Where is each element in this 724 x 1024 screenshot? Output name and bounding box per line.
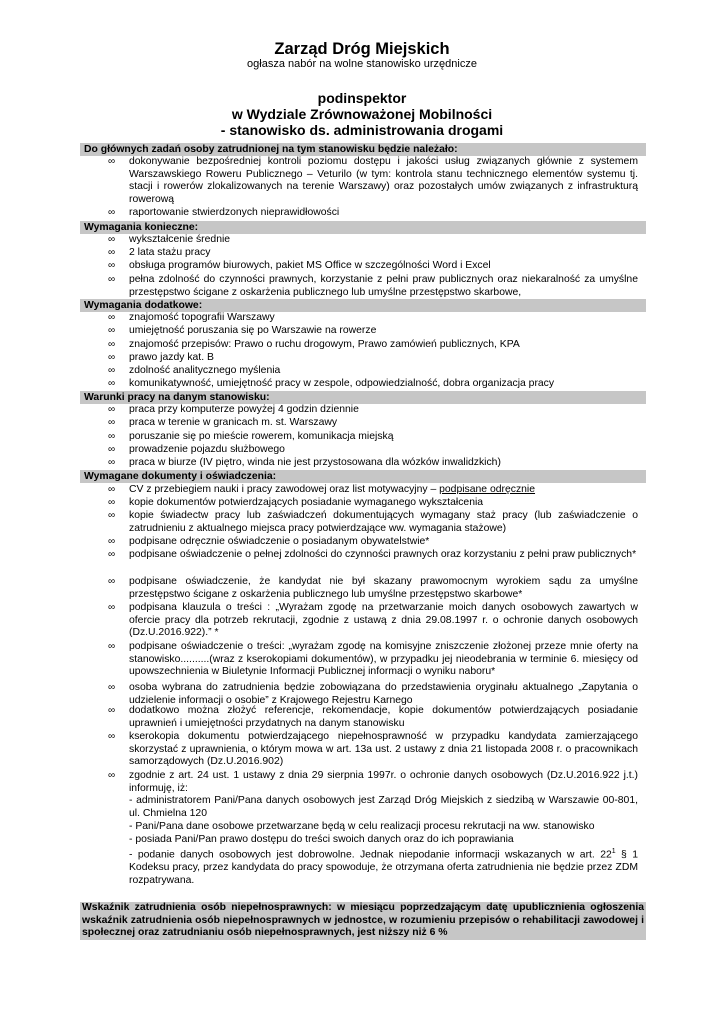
infinity-bullet-icon: ∞ — [108, 497, 116, 508]
infinity-bullet-icon: ∞ — [108, 156, 116, 167]
section-heading-required: Wymagania konieczne: — [80, 221, 646, 234]
infinity-bullet-icon: ∞ — [108, 247, 116, 258]
infinity-bullet-icon: ∞ — [108, 602, 116, 613]
section-heading-main-duties: Do głównych zadań osoby zatrudnionej na tym stanowisku będzie należało: — [80, 143, 646, 156]
infinity-bullet-icon: ∞ — [108, 510, 116, 521]
list-item: ∞ 2 lata stażu pracy — [108, 247, 211, 258]
infinity-bullet-icon: ∞ — [108, 682, 116, 693]
infinity-bullet-icon: ∞ — [108, 325, 116, 336]
infinity-bullet-icon: ∞ — [108, 234, 116, 245]
infinity-bullet-icon: ∞ — [108, 431, 116, 442]
infinity-bullet-icon: ∞ — [108, 705, 116, 716]
list-item: ∞ podpisane oświadczenie o pełnej zdolności do czynności prawnych oraz korzystaniu z pełni praw publicznych* — [108, 549, 637, 560]
infinity-bullet-icon: ∞ — [108, 274, 116, 285]
department-title: w Wydziale Zrównoważonej Mobilności — [231, 106, 493, 122]
infinity-bullet-icon: ∞ — [108, 770, 116, 781]
list-item: ∞ osoba wybrana do zatrudnienia będzie zobowiązana do przedstawienia oryginału aktualnego „Zapytania o udzielenie informacji o osobie” z Krajowego Rejestru Karnego — [108, 682, 638, 706]
section-heading-documents: Wymagane dokumenty i oświadczenia: — [80, 470, 646, 483]
list-item: ∞ dokonywanie bezpośredniej kontroli poziomu dostępu i jakości usług związanych głównie z systemem Warszawskiego Roweru Publicznego – Veturilo (w tym: kontrola stanu technicznego elementów systemu tj. stacji i rowerów zlokalizowanych na terenie Warszawy) oraz pozostałych umów związanych z infrastrukturą rowerową — [108, 156, 638, 206]
infinity-bullet-icon: ∞ — [108, 404, 116, 415]
section-heading-additional: Wymagania dodatkowe: — [80, 299, 646, 312]
list-item: ∞ kopie świadectw pracy lub zaświadczeń dokumentujących wymagany staż pracy (lub zaświadczenie o zatrudnieniu z aktualnego miejsca pracy potwierdzające ww. wymagania stażowe) — [108, 510, 638, 534]
infinity-bullet-icon: ∞ — [108, 417, 116, 428]
underlined-handwritten-note: podpisane odręcznie — [439, 484, 536, 495]
disability-employment-notice: Wskaźnik zatrudnienia osób niepełnosprawnych: w miesiącu poprzedzającym datę upublicznienia ogłoszenia wskaźnik zatrudnienia osób niepełnosprawnych w jednostce, w rozumieniu przepisów o rehabilitacji zawodowej i społecznej oraz zatrudnianiu osób niepełnosprawnych, jest niższy niż 6 % — [82, 902, 644, 939]
list-item: ∞ kopie dokumentów potwierdzających posiadanie wymaganego wykształcenia — [108, 497, 484, 508]
list-item: ∞ praca przy komputerze powyżej 4 godzin dziennie — [108, 404, 359, 415]
infinity-bullet-icon: ∞ — [108, 378, 116, 389]
list-item: ∞ praca w biurze (IV piętro, winda nie jest przystosowana dla wózków inwalidzkich) — [108, 457, 501, 468]
infinity-bullet-icon: ∞ — [108, 207, 116, 218]
infinity-bullet-icon: ∞ — [108, 484, 116, 495]
list-item: ∞ umiejętność poruszania się po Warszawie na rowerze — [108, 325, 377, 336]
list-item: ∞ podpisane odręcznie oświadczenie o posiadanym obywatelstwie* — [108, 536, 430, 547]
list-item: ∞ prawo jazdy kat. B — [108, 352, 214, 363]
organization-name: Zarząd Dróg Miejskich — [274, 40, 450, 58]
infinity-bullet-icon: ∞ — [108, 457, 116, 468]
infinity-bullet-icon: ∞ — [108, 536, 116, 547]
list-item: ∞ znajomość przepisów: Prawo o ruchu drogowym, Prawo zamówień publicznych, KPA — [108, 339, 520, 350]
infinity-bullet-icon: ∞ — [108, 549, 116, 560]
list-item: ∞ komunikatywność, umiejętność pracy w zespole, odpowiedzialność, dobra organizacja pracy — [108, 378, 555, 389]
list-item: ∞ pełna zdolność do czynności prawnych, korzystanie z pełni praw publicznych oraz niekaralność za umyślne przestępstwo ścigane z oskarżenia publicznego lub umyślne przestępstwo skarbowe, — [108, 274, 638, 298]
list-item: ∞ poruszanie się po mieście rowerem, komunikacja miejską — [108, 431, 394, 442]
list-item: ∞ wykształcenie średnie — [108, 234, 231, 245]
infinity-bullet-icon: ∞ — [108, 260, 116, 271]
position-scope: - stanowisko ds. administrowania drogami — [220, 122, 504, 138]
infinity-bullet-icon: ∞ — [108, 444, 116, 455]
position-title: podinspektor — [317, 90, 407, 106]
list-item: ∞ podpisana klauzula o treści : „Wyrażam zgodę na przetwarzanie moich danych osobowych zawartych w ofercie pracy dla potrzeb rekrutacji, zgodnie z ustawą z dnia 29.08.1997 r. o ochronie danych osobowych (Dz.U.2016.922).” * — [108, 602, 638, 639]
list-item: ∞ zgodnie z art. 24 ust. 1 ustawy z dnia 29 sierpnia 1997r. o ochronie danych osobowych (Dz.U.2016.922 j.t.) informuję, iż: - administratorem Pani/Pana danych osobowych jest Zarząd Dróg Miejskich z siedzibą w Warszawie 00-801, ul. Chmielna 120 - Pani/Pana dane osobowe przetwarzane będą w celu realizacji procesu rekrutacji na ww. stanowisko - posiada Pani/Pan prawo dostępu do treści swoich danych oraz do ich poprawiania - podanie danych osobowych jest dobrowolne. Jednak niepodanie informacji wskazanych w art. $22^1$ § 1 Kodeksu pracy, przez kandydata do pracy spowoduje, że otrzymana oferta zatrudnienia nie będzie przez ZDM rozpatrywana. — [108, 770, 638, 887]
infinity-bullet-icon: ∞ — [108, 339, 116, 350]
list-item: ∞ zdolność analitycznego myślenia — [108, 365, 281, 376]
list-item: ∞ kserokopia dokumentu potwierdzającego niepełnosprawność w przypadku kandydata zamierzającego skorzystać z uprawnienia, o którym mowa w art. 13a ust. 2 ustawy z dnia 21 listopada 2008 r. o pracownikach samorządowych (Dz.U.2016.902) — [108, 731, 638, 768]
infinity-bullet-icon: ∞ — [108, 312, 116, 323]
list-item: ∞ znajomość topografii Warszawy — [108, 312, 275, 323]
list-item: ∞ CV z przebiegiem nauki i pracy zawodowej oraz list motywacyjny – podpisane odręcznie — [108, 484, 536, 495]
infinity-bullet-icon: ∞ — [108, 731, 116, 742]
infinity-bullet-icon: ∞ — [108, 352, 116, 363]
list-item: ∞ obsługa programów biurowych, pakiet MS Office w szczególności Word i Excel — [108, 260, 491, 271]
infinity-bullet-icon: ∞ — [108, 641, 116, 652]
announcement-subtitle: ogłasza nabór na wolne stanowisko urzędnicze — [247, 58, 477, 70]
section-heading-work-conditions: Warunki pracy na danym stanowisku: — [80, 391, 646, 404]
list-item: ∞ podpisane oświadczenie, że kandydat nie był skazany prawomocnym wyrokiem sądu za umyślne przestępstwo ścigane z oskarżenia publicznego lub umyślne przestępstwo skarbowe* — [108, 576, 638, 600]
list-item: ∞ prowadzenie pojazdu służbowego — [108, 444, 285, 455]
list-item: ∞ raportowanie stwierdzonych nieprawidłowości — [108, 207, 340, 218]
list-item: ∞ dodatkowo można złożyć referencje, rekomendacje, kopie dokumentów potwierdzających posiadanie uprawnień i umiejętności przydatnych na danym stanowisku — [108, 705, 638, 729]
infinity-bullet-icon: ∞ — [108, 576, 116, 587]
list-item: ∞ praca w terenie w granicach m. st. Warszawy — [108, 417, 338, 428]
infinity-bullet-icon: ∞ — [108, 365, 116, 376]
list-item: ∞ podpisane oświadczenie o treści: „wyrażam zgodę na komisyjne zniszczenie złożonej przeze mnie oferty na stanowisko..........(wraz z kserokopiami dokumentów), w przypadku jej nieodebrania w terminie 6. miesięcy od upowszechnienia w Biuletynie Informacji Publicznej informacji o wyniku naboru* — [108, 641, 638, 678]
